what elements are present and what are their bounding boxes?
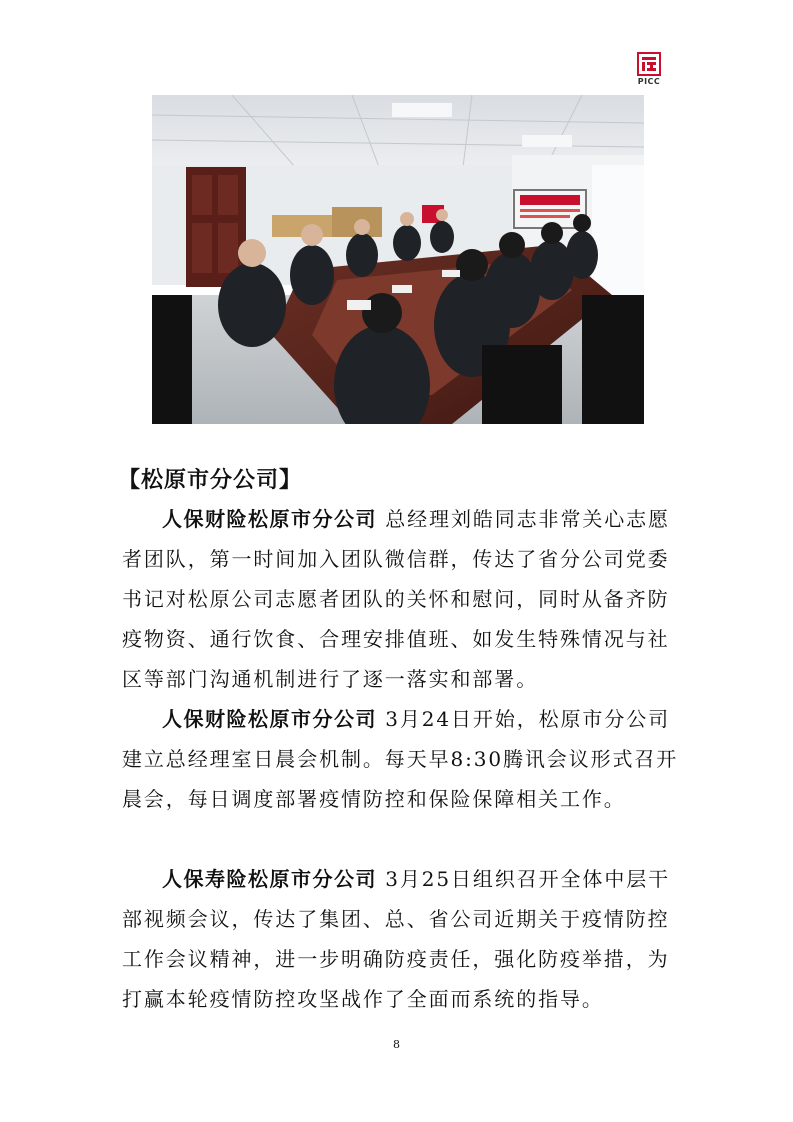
- paragraph-3: [122, 859, 682, 1019]
- picc-logo: [634, 52, 664, 86]
- paragraph-body: 总经理刘皓同志非常关心志愿者团队，第一时间加入团队微信群，传达了省分公司党委书记对松原公司志愿者团队的关怀和慰问，同时从备齐防疫物资、通行饮食、合理安排值班、如发生特殊情况与社区等部门沟通机制进行了逐一落实和部署。: [122, 507, 670, 691]
- paragraph-lead: 人保寿险松原市分公司: [162, 867, 377, 891]
- logo-text: PICC: [637, 77, 661, 86]
- paragraph-1: [122, 499, 682, 699]
- meeting-photo: [152, 95, 644, 424]
- picc-logo-icon: [637, 52, 661, 76]
- paragraph-body: 3月25日组织召开全体中层干部视频会议，传达了集团、总、省公司近期关于疫情防控工作会议精神，进一步明确防疫责任，强化防疫举措，为打赢本轮疫情防控攻坚战作了全面而系统的指导。: [122, 867, 671, 1011]
- paragraph-2: [122, 699, 682, 819]
- paragraph-lead: 人保财险松原市分公司: [162, 507, 377, 531]
- page-number: 8: [393, 1038, 400, 1051]
- paragraph-body: 3月24日开始，松原市分公司建立总经理室日晨会机制。每天早8:30腾讯会议形式召开晨会，每日调度部署疫情防控和保险保障相关工作。: [122, 707, 679, 811]
- meeting-photo-image: [152, 95, 644, 424]
- paragraph-lead: 人保财险松原市分公司: [162, 707, 377, 731]
- section-heading: 【松原市分公司】: [118, 468, 303, 493]
